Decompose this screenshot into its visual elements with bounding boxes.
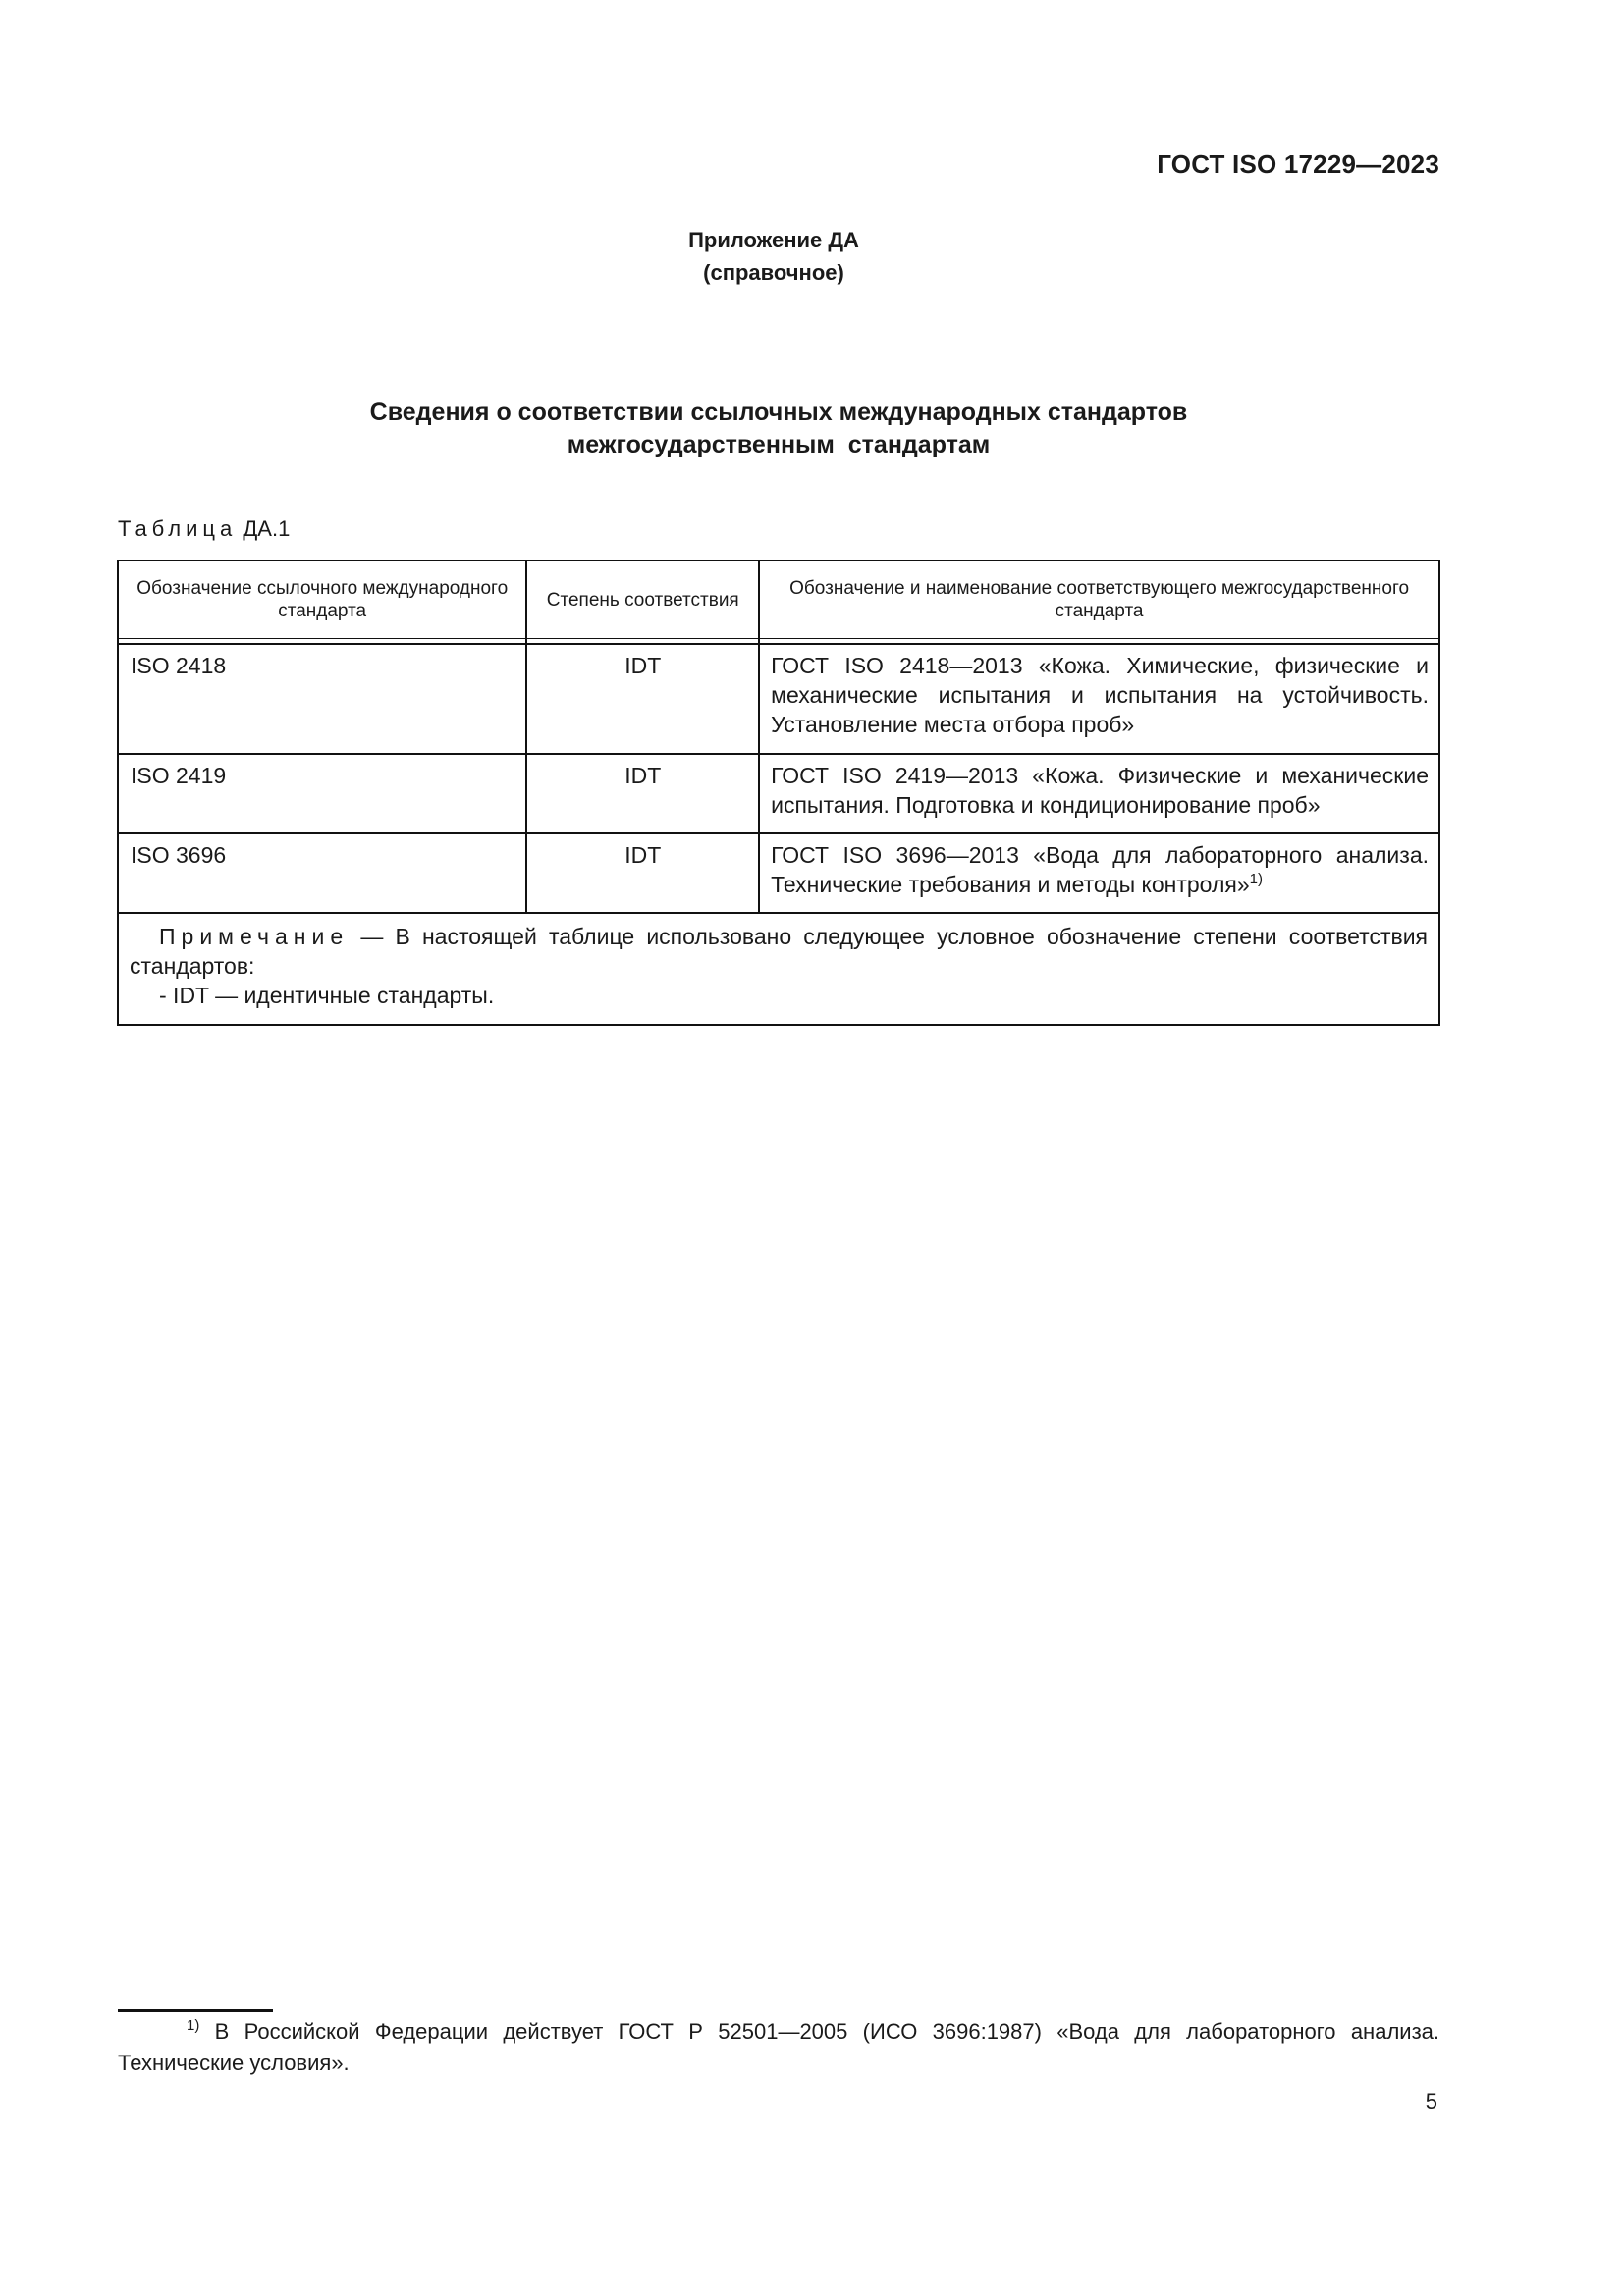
table-caption-number: ДА.1: [243, 516, 291, 541]
table-caption: [118, 516, 290, 542]
cell-interstate-standard: [759, 833, 1439, 913]
cell-interstate-standard: [759, 754, 1439, 833]
standard-name: ГОСТ ISO 3696—2013 «Вода для лабораторного анализа. Технические требования и методы контроля»: [771, 842, 1429, 897]
section-title: [0, 397, 1557, 461]
section-title-line-1: Сведения о соответствии ссылочных международных стандартов: [369, 399, 1188, 426]
table-caption-word: Таблица: [118, 516, 238, 541]
column-header-international-standard: Обозначение ссылочного международного стандарта: [118, 561, 526, 639]
column-header-interstate-standard: Обозначение и наименование соответствующего межгосударственного стандарта: [759, 561, 1439, 639]
standard-name: ГОСТ ISO 2418—2013 «Кожа. Химические, физические и механические испытания и испытания на устойчивость. Установление места отбора проб»: [771, 653, 1429, 737]
footnote-separator: [118, 2009, 273, 2012]
footnote-text: В Российской Федерации действует ГОСТ Р 52501—2005 (ИСО 3696:1987) «Вода для лабораторного анализа. Технические условия».: [118, 2019, 1440, 2075]
note-item: - IDT — идентичные стандарты.: [159, 983, 495, 1008]
standard-name: ГОСТ ISO 2419—2013 «Кожа. Физические и механические испытания. Подготовка и кондиционирование проб»: [771, 763, 1429, 818]
column-header-degree: Степень соответствия: [526, 561, 759, 639]
cell-interstate-standard: [759, 644, 1439, 754]
cell-international-code: ISO 2418: [118, 644, 526, 754]
cell-international-code: ISO 2419: [118, 754, 526, 833]
table-row: [118, 644, 1439, 754]
page-number: 5: [1425, 2089, 1437, 2113]
note-label: Примечание: [159, 924, 350, 949]
cell-international-code: ISO 3696: [118, 833, 526, 913]
cell-degree: IDT: [526, 644, 759, 754]
table-row: [118, 833, 1439, 913]
section-title-line-2: межгосударственным стандартам: [567, 431, 991, 458]
footnote-reference[interactable]: 1): [1249, 871, 1263, 887]
appendix-status: (справочное): [703, 260, 844, 285]
table-note-row: [118, 913, 1439, 1025]
appendix-label: Приложение ДА: [688, 228, 859, 252]
correspondence-table: [117, 560, 1440, 1026]
table-header-row: [118, 561, 1439, 639]
cell-degree: IDT: [526, 833, 759, 913]
table-row: [118, 754, 1439, 833]
document-code: ГОСТ ISO 17229—2023: [1157, 149, 1439, 179]
table-note: [118, 913, 1439, 1025]
footnote: [118, 2016, 1439, 2079]
note-text: — В настоящей таблице использовано следующее условное обозначение степени соответствия стандартов:: [130, 924, 1428, 979]
cell-degree: IDT: [526, 754, 759, 833]
footnote-marker: 1): [187, 2017, 200, 2034]
